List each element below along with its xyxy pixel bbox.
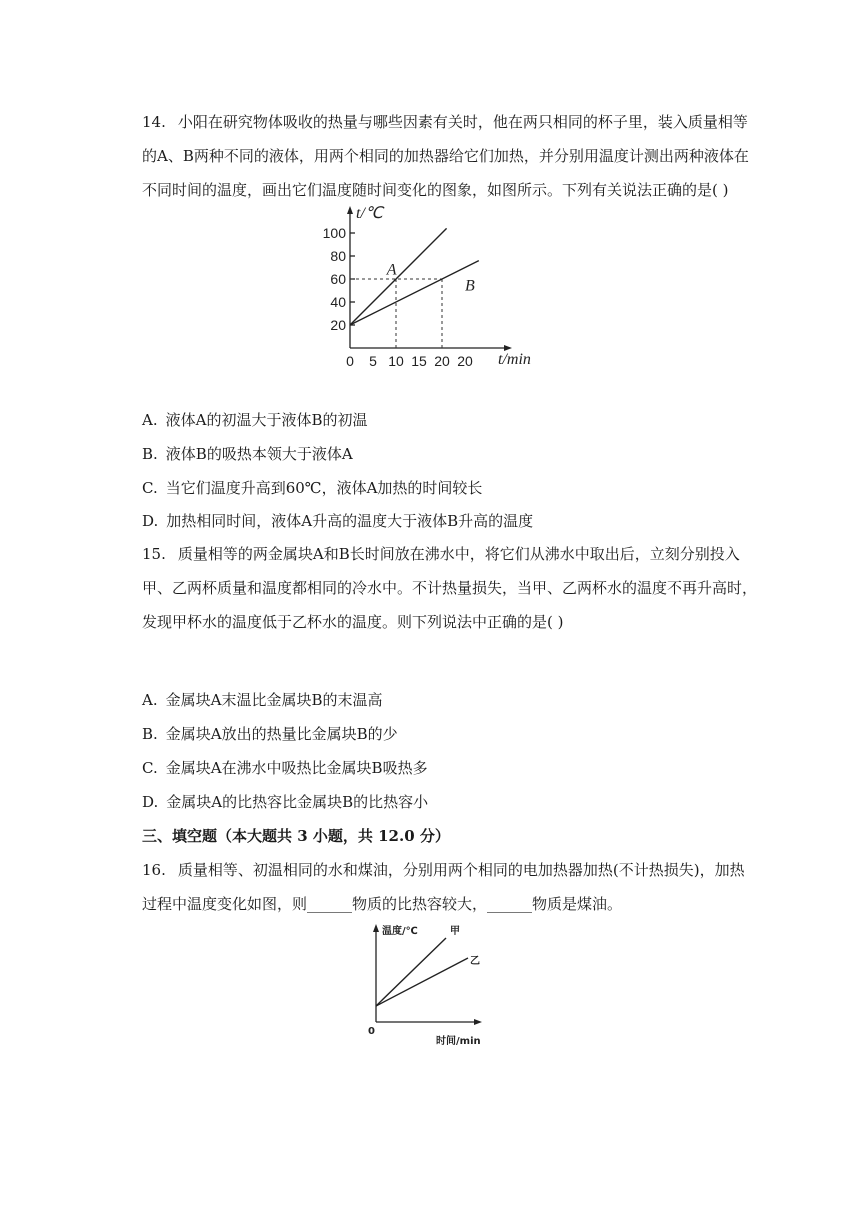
q15-line-3: 发现甲杯水的温度低于乙杯水的温度。则下列说法中正确的是( )	[142, 613, 564, 631]
chart2-series-yi-label: 乙	[470, 956, 480, 967]
chart1-x-tick-label: 0	[346, 353, 354, 369]
chart1-x-tick-label: 5	[369, 353, 377, 369]
chart1-x-tick-label: 15	[411, 353, 427, 369]
q15-line-2: 甲、乙两杯质量和温度都相同的冷水中。不计热量损失，当甲、乙两杯水的温度不再升高时，	[142, 579, 758, 597]
chart2-x-axis-label: 时间/min	[436, 1036, 481, 1047]
chart2-y-axis-label: 温度/℃	[382, 926, 418, 937]
q14-line-3: 不同时间的温度，画出它们温度随时间变化的图象，如图所示。下列有关说法正确的是( )	[142, 181, 729, 199]
chart1-series	[350, 228, 479, 325]
chart1-y-tick-label: 100	[322, 225, 346, 241]
chart1-x-tick-label: 20	[434, 353, 450, 369]
q14-temperature-time-chart	[316, 202, 556, 372]
chart2-axes	[373, 924, 482, 1025]
q15-line-1: 15. 质量相等的两金属块A和B长时间放在沸水中，将它们从沸水中取出后，立刻分别投入	[142, 545, 740, 563]
chart1-y-tick-label: 40	[330, 294, 346, 310]
chart1-reference-lines	[350, 279, 442, 348]
q16-temperature-time-chart	[366, 922, 496, 1047]
q15-option-b: B. 金属块A放出的热量比金属块B的少	[142, 725, 398, 743]
q14-line-1: 14. 小阳在研究物体吸收的热量与哪些因素有关时，他在两只相同的杯子里，装入质量相等	[142, 113, 748, 131]
q15-option-d: D. 金属块A的比热容比金属块B的比热容小	[142, 793, 429, 811]
chart1-x-ticks	[346, 353, 473, 369]
chart1-y-tick-label: 20	[330, 317, 346, 333]
q14-number: 14.	[142, 113, 166, 131]
q14-option-d: D. 加热相同时间，液体A升高的温度大于液体B升高的温度	[142, 512, 534, 530]
q14-option-c: C. 当它们温度升高到60℃，液体A加热的时间较长	[142, 479, 483, 497]
chart1-x-tick-label: 20	[457, 353, 473, 369]
chart1-series-a-line	[350, 228, 447, 325]
q15-option-a: A. 金属块A末温比金属块B的末温高	[142, 691, 383, 709]
chart1-series-b-line	[350, 261, 479, 325]
chart2-series-jia-label: 甲	[450, 926, 460, 937]
q14-option-b: B. 液体B的吸热本领大于液体A	[142, 445, 353, 463]
q15-number: 15.	[142, 545, 166, 563]
chart1-y-tick-label: 60	[330, 271, 346, 287]
q14-option-a: A. 液体A的初温大于液体B的初温	[142, 411, 368, 429]
chart1-x-axis-label: t/min	[498, 351, 531, 368]
chart2-series-yi-line	[376, 958, 468, 1006]
q16-line-1: 16. 质量相等、初温相同的水和煤油，分别用两个相同的电加热器加热(不计热损失)，加热	[142, 861, 745, 879]
q15-option-c: C. 金属块A在沸水中吸热比金属块B吸热多	[142, 759, 428, 777]
chart1-series-a-label: A	[386, 261, 397, 279]
section-3-heading: 三、填空题（本大题共 3 小题，共 12.0 分）	[142, 827, 450, 845]
chart2-series-jia-line	[376, 938, 446, 1006]
q14-line-2: 的A、B两种不同的液体，用两个相同的加热器给它们加热，并分别用温度计测出两种液体在	[142, 147, 749, 165]
chart1-y-tick-label: 80	[330, 248, 346, 264]
chart1-series-b-label: B	[465, 277, 475, 295]
q16-line-2: 过程中温度变化如图，则______物质的比热容较大，______物质是煤油。	[142, 895, 623, 913]
chart1-x-tick-label: 10	[388, 353, 404, 369]
q16-number: 16.	[142, 861, 166, 879]
chart1-y-axis-label: t/℃	[356, 205, 383, 222]
chart2-origin-label: 0	[368, 1026, 375, 1037]
